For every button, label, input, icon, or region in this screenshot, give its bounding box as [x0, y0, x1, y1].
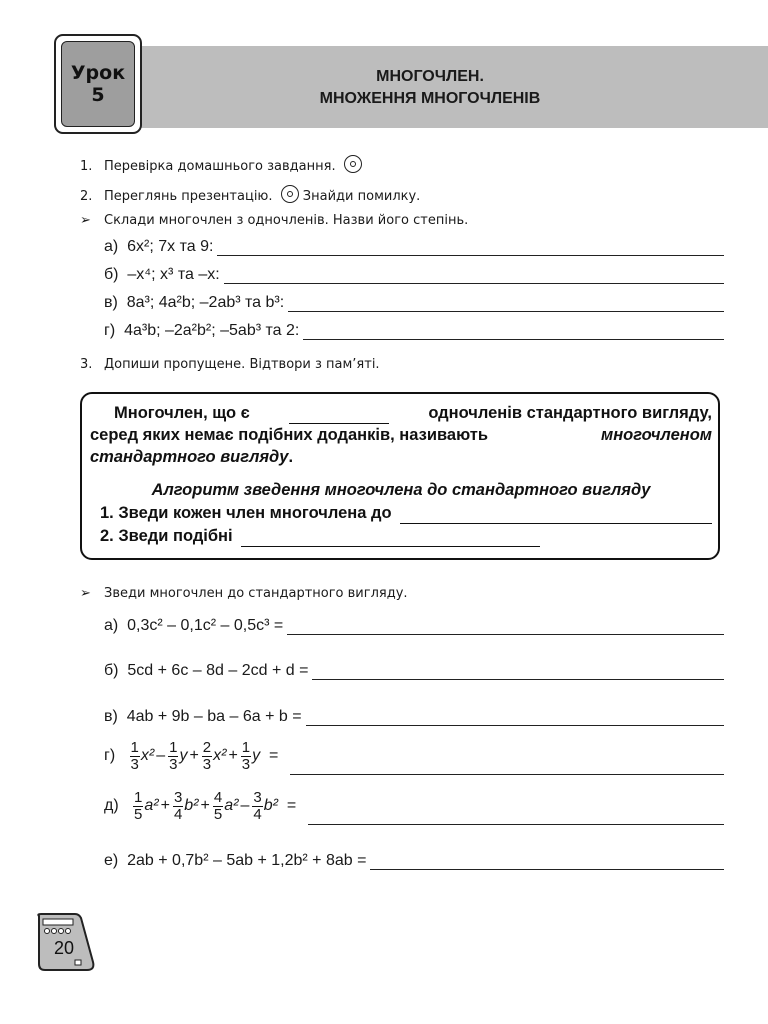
- page-number: 20: [53, 938, 75, 958]
- blank-1[interactable]: [289, 402, 389, 424]
- compose-item-d: г) 4a³b; –2a²b²; –5ab³ та 2:: [104, 322, 724, 340]
- compose-item-c: в) 8a³; 4a²b; –2ab³ та b³:: [104, 294, 724, 312]
- fraction: $\frac{1}{3}$: [241, 738, 251, 773]
- answer-line[interactable]: [306, 711, 724, 726]
- standard-item-a: а) 0,3c² – 0,1c² – 0,5c³ =: [104, 617, 724, 635]
- compose-item-b: б) –x⁴; x³ та –x:: [104, 266, 724, 284]
- answer-line[interactable]: [287, 620, 724, 635]
- answer-line[interactable]: [303, 325, 724, 340]
- answer-line[interactable]: [308, 824, 724, 825]
- task-standard-form: ➢ Зведи многочлен до стандартного вигляду.: [80, 586, 408, 601]
- fraction: $\frac{1}{3}$: [169, 738, 178, 773]
- page-title: [120, 66, 740, 110]
- answer-line[interactable]: [290, 774, 724, 775]
- standard-item-e: д) $\frac{1}{5}$ a² + $\frac{3}{4}$ b² + $\frac{4}{5}$ a² – $\frac{3}{4}$ b² =: [104, 785, 724, 827]
- standard-item-b: б) 5cd + 6c – 8d – 2cd + d =: [104, 662, 724, 680]
- fraction: $\frac{4}{5}$: [213, 788, 223, 823]
- fraction: $\frac{2}{3}$: [202, 738, 212, 773]
- task-3: 3. Допиши пропущене. Відтвори з пам’яті.: [80, 357, 380, 372]
- lesson-word: Урок: [70, 62, 126, 84]
- disc-icon: [344, 155, 362, 173]
- rule-definition: Многочлен, що є одночленів стандартного вигляду, серед яких немає подібних доданків, називають многочленом стандартного вигляду.: [90, 404, 712, 466]
- task-compose: ➢ Склади многочлен з одночленів. Назви його степінь.: [80, 213, 469, 228]
- answer-line[interactable]: [217, 241, 724, 256]
- disc-icon: [281, 185, 299, 203]
- answer-line[interactable]: [224, 269, 724, 284]
- task-2: 2. Переглянь презентацію. Знайди помилку.: [80, 185, 420, 204]
- answer-line[interactable]: [288, 297, 724, 312]
- fraction: $\frac{3}{4}$: [253, 788, 262, 823]
- standard-item-f: е) 2ab + 0,7b² – 5ab + 1,2b² + 8ab =: [104, 852, 724, 870]
- answer-line[interactable]: [370, 855, 724, 870]
- answer-line[interactable]: [312, 665, 724, 680]
- blank-step-2[interactable]: [241, 530, 540, 547]
- algorithm-step-1: 1. Зведи кожен член многочлена до: [100, 502, 712, 524]
- standard-item-d: г) $\frac{1}{3}$ x² – $\frac{1}{3}$ y + $\frac{2}{3}$ x² + $\frac{1}{3}$ y =: [104, 735, 724, 777]
- page-number-badge: [33, 912, 95, 972]
- fraction: $\frac{1}{3}$: [130, 738, 139, 773]
- title-line-2: МНОЖЕННЯ МНОГОЧЛЕНІВ: [319, 90, 541, 107]
- fraction: $\frac{3}{4}$: [173, 788, 183, 823]
- blank-step-1[interactable]: [400, 507, 712, 524]
- algorithm-title: Алгоритм зведення многочлена до стандартного вигляду: [151, 481, 651, 499]
- title-line-1: МНОГОЧЛЕН.: [376, 68, 484, 85]
- algorithm-step-2: 2. Зведи подібні: [100, 525, 540, 547]
- fraction: $\frac{1}{5}$: [134, 788, 143, 823]
- lesson-number: 5: [91, 84, 105, 106]
- task-1: 1. Перевірка домашнього завдання.: [80, 155, 362, 174]
- compose-item-a: а) 6x²; 7x та 9:: [104, 238, 724, 256]
- standard-item-c: в) 4ab + 9b – ba – 6a + b =: [104, 708, 724, 726]
